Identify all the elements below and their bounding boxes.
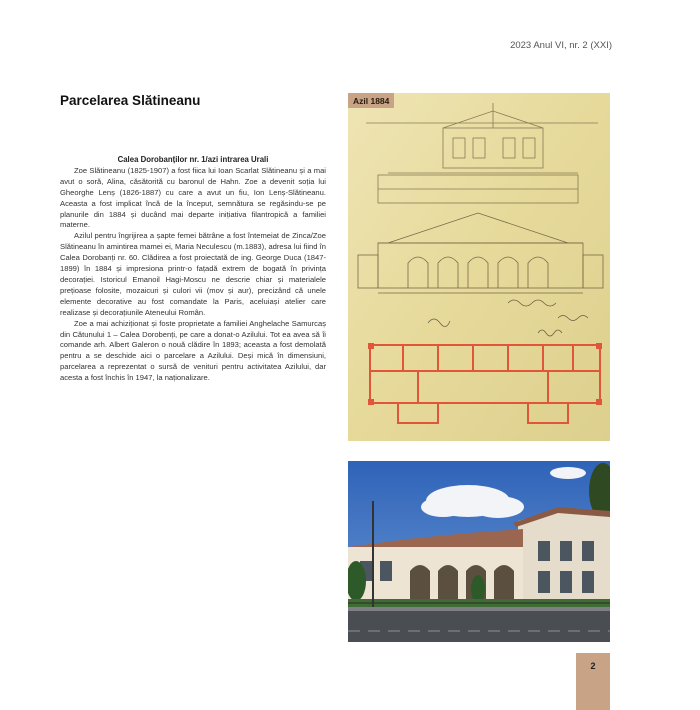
article-paragraph-2: Azilul pentru îngrijirea a șapte femei bătrâne a fost întemeiat de Zinca/Zoe Slătineanu în amintirea mamei ei, Maria Neculescu (m.1883), adresa lui fiind în Calea Dorobanți nr. 60. Clădirea a fost proiectată de ing. George Duca (1847-1899) în 1884 și impresiona printr-o fațadă extrem de bogată în privința decorației. Istoricul Emanoil Hagi-Moscu ne descrie chiar și materialele prețioase folosite, mozaicuri și culori vii (mov și aur), precizând că unele elemente decorative au fost comandate la Paris, aceluiași atelier care realizase și decorațiunile Ateneului Român. [60, 231, 326, 317]
architectural-drawing-image [348, 93, 610, 441]
article-body [60, 155, 326, 384]
building-photo [348, 461, 610, 642]
page-number-box [576, 653, 610, 710]
drawing-caption: Azil 1884 [348, 93, 394, 108]
building-photo-illustration [348, 461, 610, 642]
page-title: Parcelarea Slătineanu [60, 93, 201, 108]
page-number: 2 [590, 661, 596, 671]
article-paragraph-3: Zoe a mai achiziționat și foste proprietate a familiei Anghelache Samurcaș din Cătunului 1 – Calea Dorobenți, pe care a donat-o Azilului. Tot ea avea să îi comande arh. Albert Galeron o nouă clădire în 1893; aceasta a fost demolată pentru a se deschide aici o parcelare a Azilului. Deși mică în dimensiuni, parcelarea a reprezentat o sursă de venituri pentru activitatea Azilului, dar acesta a fost închis în 1947, la naționalizare. [60, 318, 326, 383]
article-paragraph-1: Zoe Slătineanu (1825-1907) a fost fiica lui Ioan Scarlat Slătineanu și a mai avut o soră, Alina, căsătorită cu baronul de Hahn. Zoe a devenit soția lui Gheorghe Lenș (1826-1887) cu care a avut un fiu, Ion Lenș-Slătineanu. Aceasta a fost implicat încă de la început, semnătura se regăsindu-se pe planurile din 1884 și ducând mai departe inițiativa filantropică a familiei materne. [60, 165, 326, 230]
issue-header: 2023 Anul VI, nr. 2 (XXI) [510, 40, 612, 51]
article-subtitle: Calea Dorobanților nr. 1/azi intrarea Urali [117, 155, 269, 164]
architectural-drawing-illustration [348, 93, 610, 441]
